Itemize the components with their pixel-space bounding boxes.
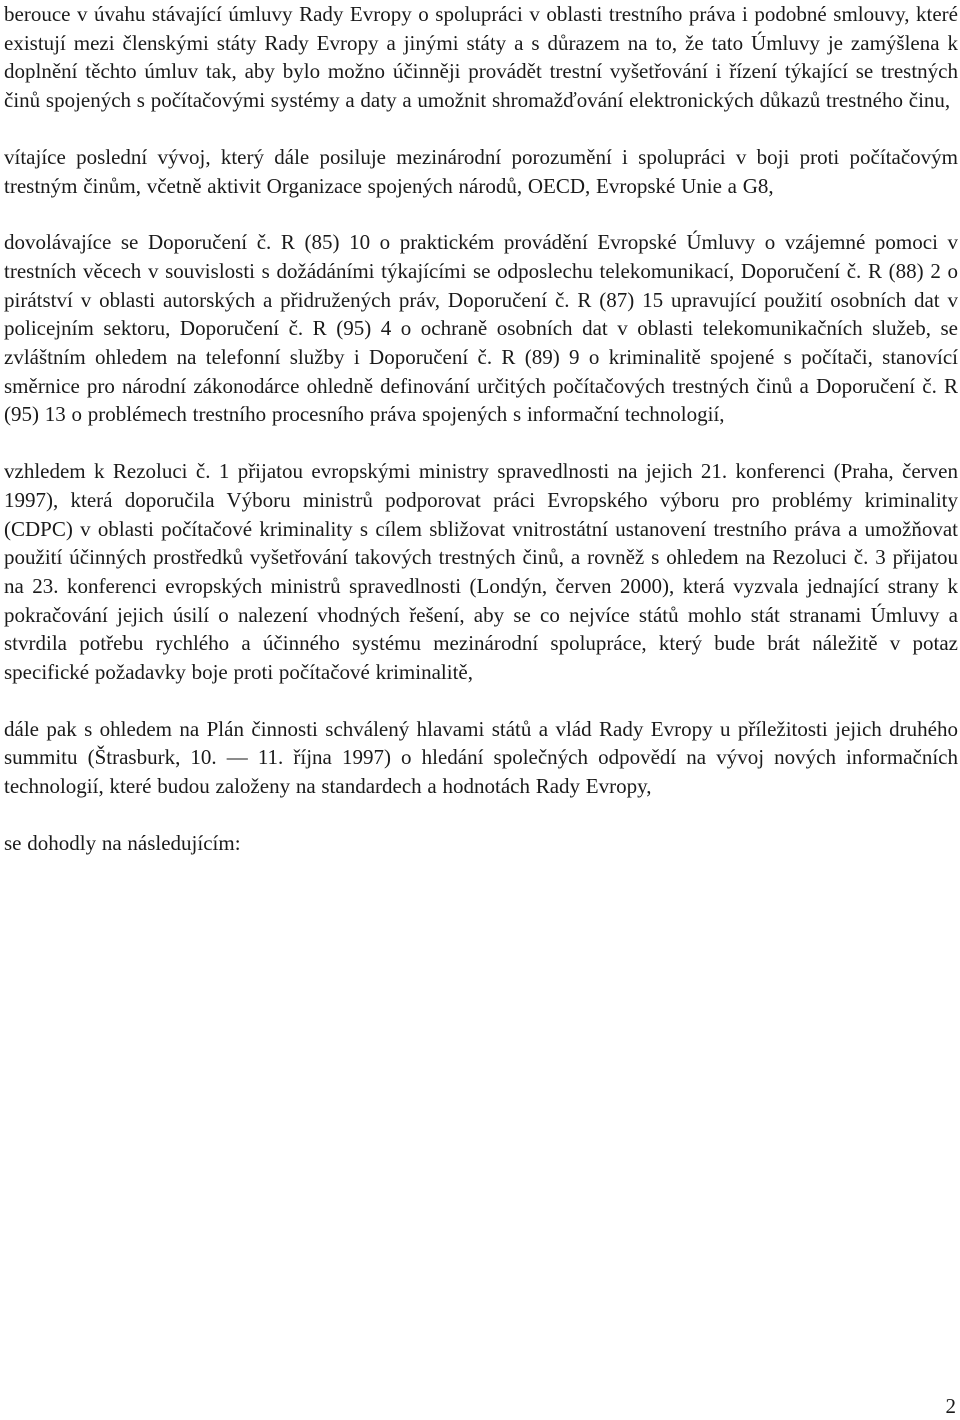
page-number: 2 <box>945 1394 956 1418</box>
paragraph-dovolavajice: dovolávajíce se Doporučení č. R (85) 10 o praktickém provádění Evropské Úmluvy o vzájemné pomoci v trestních věcech v souvislosti s dožádáními týkajícími se odposlechu telekomunikací, Doporučení č. R (88) 2 o pirátství v oblasti autorských a přidružených práv, Doporučení č. R (87) 15 upravující použití osobních dat v policejním sektoru, Doporučení č. R (95) 4 o ochraně osobních dat v oblasti telekomunikačních služeb, se zvláštním ohledem na telefonní služby i Doporučení č. R (89) 9 o kriminalitě spojené s počítači, stanovící směrnice pro národní zákonodárce ohledně definování určitých počítačových trestných činů a Doporučení č. R (95) 13 o problémech trestního procesního práva spojených s informační technologií, <box>4 230 958 427</box>
paragraph-vitajice: vítajíce poslední vývoj, který dále posiluje mezinárodní porozumění i spolupráci v boji proti počítačovým trestným činům, včetně aktivit Organizace spojených národů, OECD, Evropské Unie a G8, <box>4 144 958 198</box>
paragraph-vzhledem-k-rezoluci: vzhledem k Rezoluci č. 1 přijatou evropskými ministry spravedlnosti na jejich 21. konferenci (Praha, červen 1997), která doporučila Výboru ministrů podporovat práci Evropského výboru pro problémy kriminality (CDPC) v oblasti počítačové kriminality s cílem sbližovat vnitrostátní ustanovení trestního práva a umožňovat použití účinných prostředků vyšetřování takových trestných činů, a rovněž s ohledem na Rezoluci č. 3 přijatou na 23. konferenci evropských ministrů spravedlnosti (Londýn, červen 2000), která vyzvala jednající strany k pokračování jejich úsilí o nalezení vhodných řešení, aby se co nejvíce států mohlo stát stranami Úmluvy a stvrdila potřebu rychlého a účinného systému mezinárodní spolupráce, který bude brát náležitě v potaz specifické požadavky boje proti počítačové kriminalitě, <box>4 459 958 685</box>
paragraph-se-dohodly: se dohodly na následujícím: <box>4 830 241 855</box>
paragraph-plan-cinnosti: dále pak s ohledem na Plán činnosti schválený hlavami států a vlád Rady Evropy u příležitosti jejich druhého summitu (Štrasburk, 10. — 11. října 1997) o hledání společných odpovědí na vývoj nových informačních technologií, které budou založeny na standardech a hodnotách Rady Evropy, <box>4 716 958 799</box>
paragraph-stavajici-umluvy: berouce v úvahu stávající úmluvy Rady Evropy o spolupráci v oblasti trestního práva i podobné smlouvy, které existují mezi členskými státy Rady Evropy a jinými státy a s důrazem na to, že tato Úmluvy je zamýšlena k doplnění těchto úmluv tak, aby bylo možno účinněji provádět trestní vyšetřování i řízení týkající se trestných činů spojených s počítačovými systémy a daty a umožnit shromažďování elektronických důkazů trestného činu, <box>4 2 958 113</box>
document-page <box>4 0 958 858</box>
